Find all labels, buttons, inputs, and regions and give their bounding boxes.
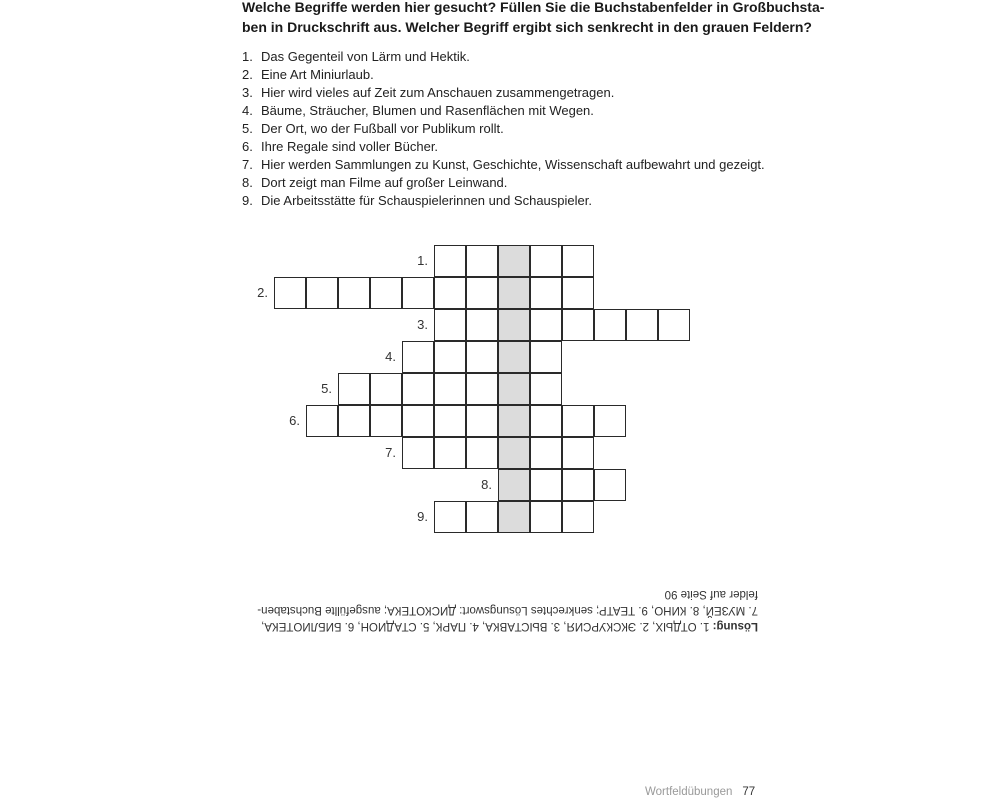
letter-cell[interactable] <box>562 501 594 533</box>
answer-line-2: 7. МУЗЕЙ, 8. КИНО, 9. ТЕАТР; senkrechtes Lösungswort: ДИСКОТЕКА; ausgefüllte Buchstaben- <box>257 604 758 616</box>
letter-cell[interactable] <box>434 341 466 373</box>
letter-cell[interactable] <box>306 277 338 309</box>
clue-text: Eine Art Miniurlaub. <box>261 67 374 82</box>
letter-cell[interactable] <box>626 309 658 341</box>
clue-text: Der Ort, wo der Fußball vor Publikum rollt. <box>261 121 504 136</box>
letter-cell[interactable] <box>466 245 498 277</box>
row-label: 3. <box>417 317 428 332</box>
solution-cell[interactable] <box>498 501 530 533</box>
clue-number: 9. <box>242 193 253 208</box>
letter-cell[interactable] <box>466 437 498 469</box>
solution-cell[interactable] <box>498 245 530 277</box>
letter-cell[interactable] <box>530 469 562 501</box>
solution-cell[interactable] <box>498 405 530 437</box>
clue-number: 1. <box>242 49 253 64</box>
letter-cell[interactable] <box>562 469 594 501</box>
letter-cell[interactable] <box>274 277 306 309</box>
row-label: 1. <box>417 253 428 268</box>
page-number: 77 <box>742 786 756 798</box>
letter-cell[interactable] <box>530 277 562 309</box>
letter-cell[interactable] <box>530 501 562 533</box>
letter-cell[interactable] <box>370 277 402 309</box>
solution-cell[interactable] <box>498 469 530 501</box>
solution-cell[interactable] <box>498 309 530 341</box>
clue-text: Das Gegenteil von Lärm und Hektik. <box>261 49 470 64</box>
letter-cell[interactable] <box>530 309 562 341</box>
solution-cell[interactable] <box>498 341 530 373</box>
letter-cell[interactable] <box>466 405 498 437</box>
solution-cell[interactable] <box>498 373 530 405</box>
letter-cell[interactable] <box>338 373 370 405</box>
letter-cell[interactable] <box>402 277 434 309</box>
clue-number: 8. <box>242 175 253 190</box>
letter-cell[interactable] <box>338 405 370 437</box>
clue-number: 5. <box>242 121 253 136</box>
letter-cell[interactable] <box>434 405 466 437</box>
row-label: 9. <box>417 509 428 524</box>
letter-cell[interactable] <box>466 277 498 309</box>
clue-number: 4. <box>242 103 253 118</box>
letter-cell[interactable] <box>402 405 434 437</box>
clue-text: Die Arbeitsstätte für Schauspielerinnen und Schauspieler. <box>261 193 592 208</box>
letter-cell[interactable] <box>562 245 594 277</box>
letter-cell[interactable] <box>370 373 402 405</box>
row-label: 8. <box>481 477 492 492</box>
clue-text: Dort zeigt man Filme auf großer Leinwand. <box>261 175 508 190</box>
letter-cell[interactable] <box>594 405 626 437</box>
letter-cell[interactable] <box>434 309 466 341</box>
clue-number: 2. <box>242 67 253 82</box>
letter-cell[interactable] <box>402 341 434 373</box>
instruction-line-1: Welche Begriffe werden hier gesucht? Füllen Sie die Buchstabenfelder in Großbuchsta- <box>242 0 825 15</box>
row-label: 2. <box>257 285 268 300</box>
section-title: Wortfeldübungen <box>645 786 733 798</box>
letter-cell[interactable] <box>434 501 466 533</box>
clue-text: Ihre Regale sind voller Bücher. <box>261 139 439 154</box>
row-label: 5. <box>321 381 332 396</box>
letter-cell[interactable] <box>530 437 562 469</box>
letter-cell[interactable] <box>594 469 626 501</box>
letter-cell[interactable] <box>434 277 466 309</box>
clue-number: 3. <box>242 85 253 100</box>
letter-cell[interactable] <box>466 501 498 533</box>
solution-cell[interactable] <box>498 277 530 309</box>
letter-cell[interactable] <box>562 437 594 469</box>
letter-cell[interactable] <box>466 309 498 341</box>
letter-cell[interactable] <box>530 373 562 405</box>
row-label: 6. <box>289 413 300 428</box>
letter-cell[interactable] <box>530 341 562 373</box>
solution-cell[interactable] <box>498 437 530 469</box>
clue-number: 6. <box>242 139 253 154</box>
letter-cell[interactable] <box>466 341 498 373</box>
clue-text: Bäume, Sträucher, Blumen und Rasenflächen mit Wegen. <box>261 103 594 118</box>
answer-label: Lösung: <box>712 620 758 632</box>
letter-cell[interactable] <box>434 373 466 405</box>
instruction-line-2: ben in Druckschrift aus. Welcher Begriff ergibt sich senkrecht in den grauen Feldern? <box>242 19 812 35</box>
letter-cell[interactable] <box>530 405 562 437</box>
answer-key-upside-down <box>248 574 758 634</box>
row-label: 7. <box>385 445 396 460</box>
answer-line-3: felder auf Seite 90 <box>664 588 758 600</box>
letter-cell[interactable] <box>338 277 370 309</box>
letter-cell[interactable] <box>658 309 690 341</box>
letter-cell[interactable] <box>466 373 498 405</box>
letter-cell[interactable] <box>370 405 402 437</box>
page-footer <box>645 786 755 798</box>
clue-text: Hier werden Sammlungen zu Kunst, Geschichte, Wissenschaft aufbewahrt und gezeigt. <box>261 157 765 172</box>
letter-cell[interactable] <box>562 309 594 341</box>
letter-cell[interactable] <box>306 405 338 437</box>
letter-cell[interactable] <box>402 437 434 469</box>
letter-cell[interactable] <box>434 437 466 469</box>
answer-line-1: 1. ОТДЫХ, 2. ЭКСКУРСИЯ, 3. ВЫСТАВКА, 4. ПАРК, 5. СТАДИОН, 6. БИБЛИОТЕКА, <box>261 620 710 632</box>
clue-text: Hier wird vieles auf Zeit zum Anschauen zusammengetragen. <box>261 85 615 100</box>
letter-cell[interactable] <box>562 277 594 309</box>
letter-cell[interactable] <box>594 309 626 341</box>
letter-cell[interactable] <box>434 245 466 277</box>
letter-cell[interactable] <box>402 373 434 405</box>
row-label: 4. <box>385 349 396 364</box>
letter-cell[interactable] <box>562 405 594 437</box>
letter-cell[interactable] <box>530 245 562 277</box>
clue-number: 7. <box>242 157 253 172</box>
